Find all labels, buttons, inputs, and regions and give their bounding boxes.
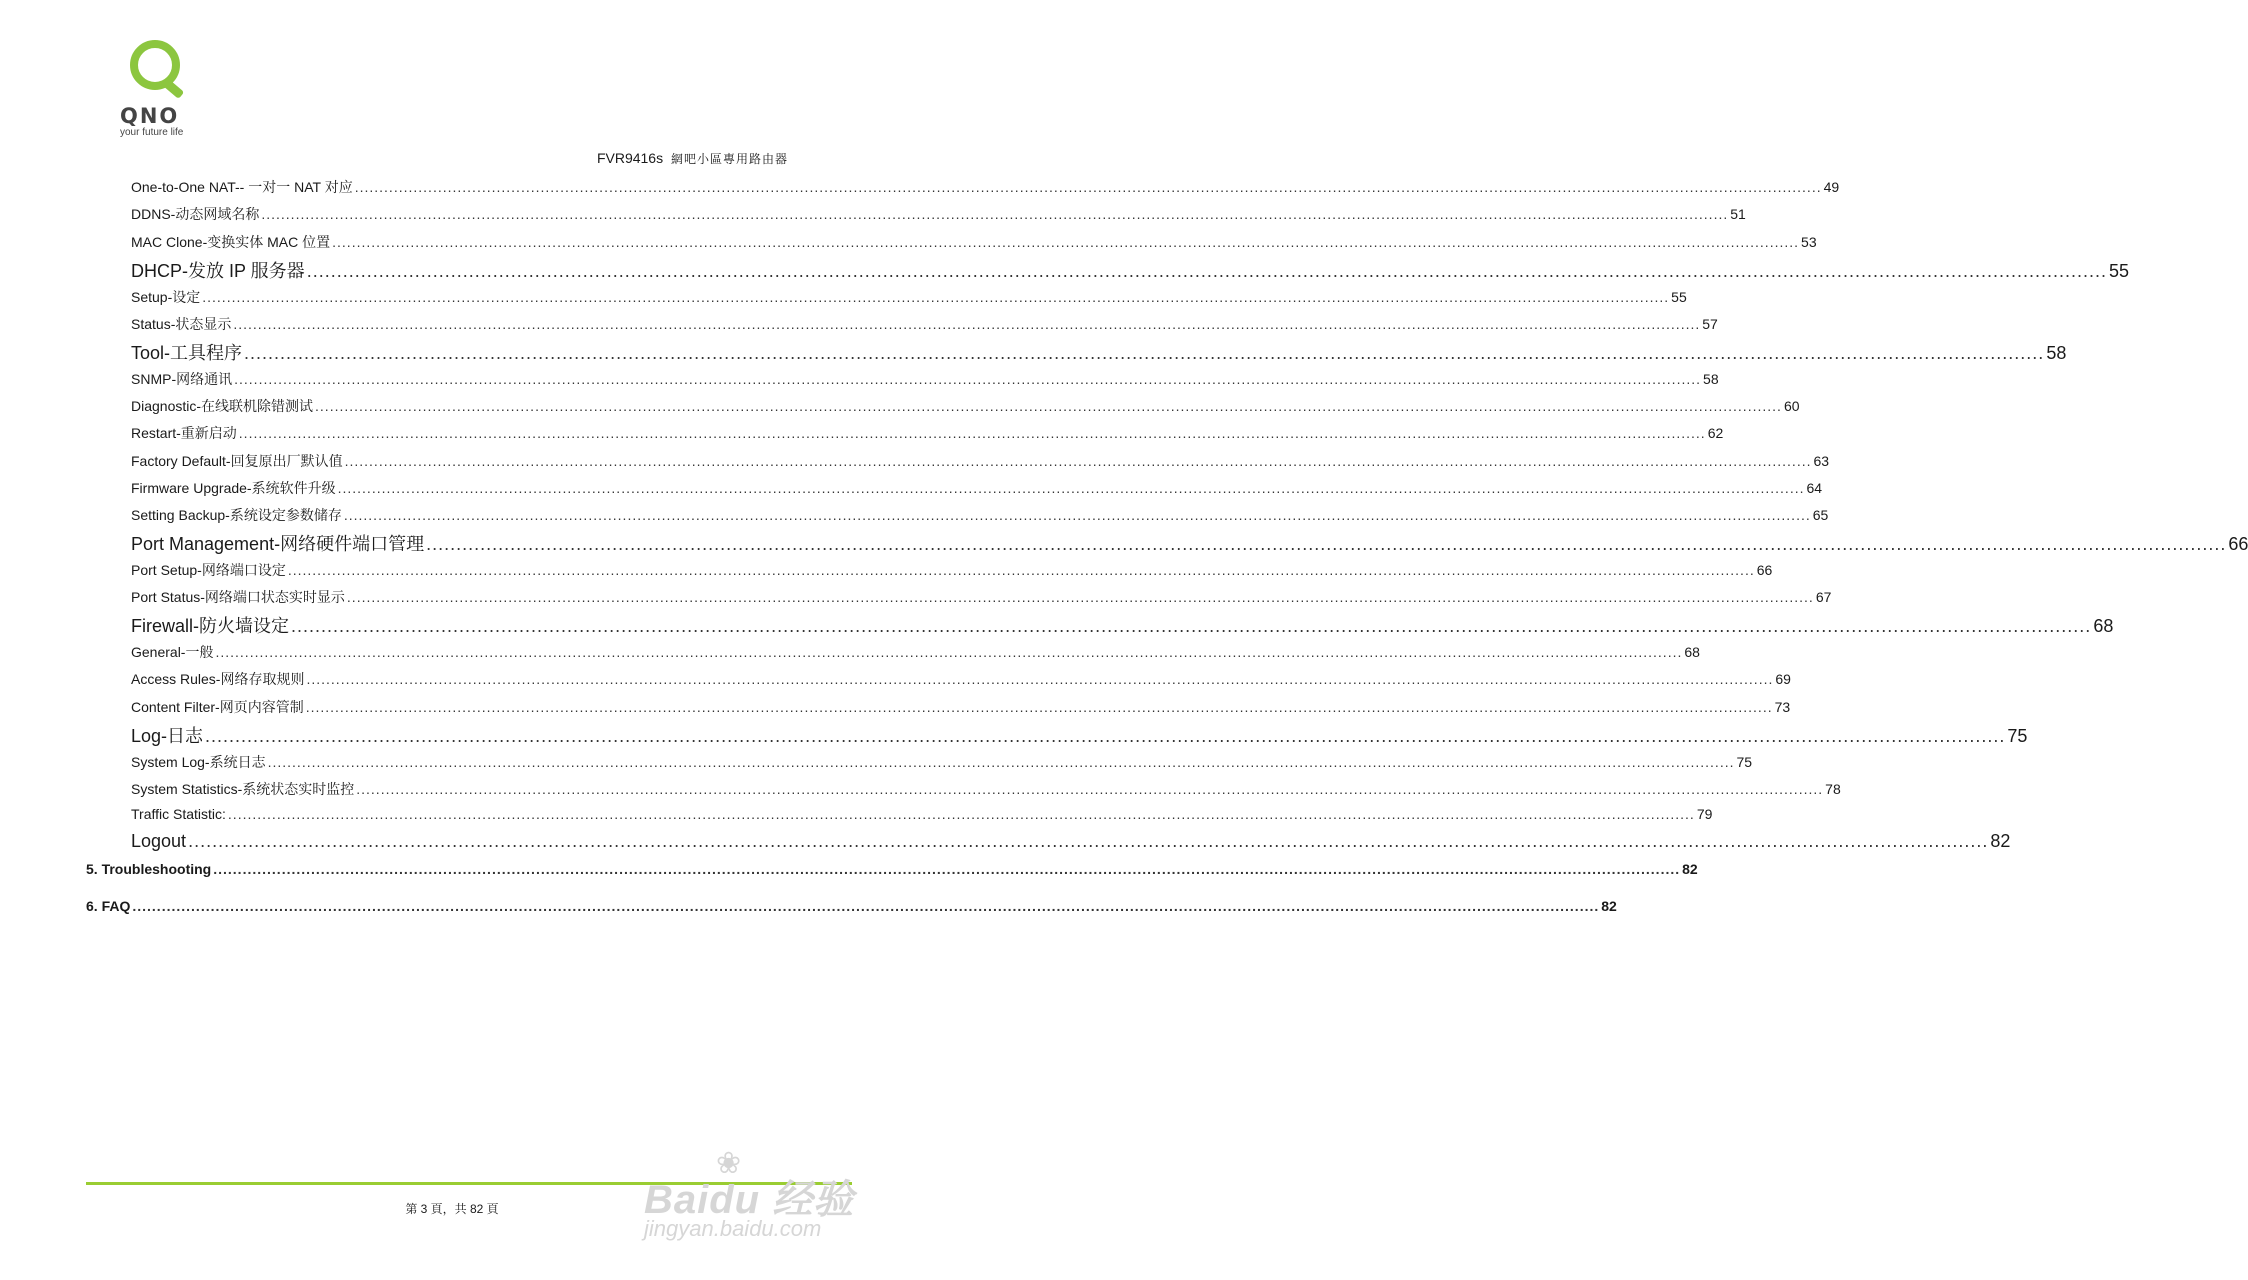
toc-entry-page: 82	[1601, 898, 1617, 914]
toc-entry-page: 69	[1775, 671, 1791, 687]
toc-entry-page: 55	[1671, 289, 1687, 305]
toc-entry[interactable]: Traffic Statistic: ............................................................................................................................................................................................................................................................................................................ 79	[131, 806, 1713, 822]
paw-icon: ❀	[716, 1147, 742, 1180]
toc-entry-page: 66	[1756, 562, 1773, 578]
toc-entry-title: Firewall-防火墙设定	[131, 616, 290, 636]
watermark-url: jingyan.baidu.com	[644, 1216, 822, 1241]
toc-entry[interactable]: Diagnostic-在线联机除错测试 ............................................................................................................................................................................................................................................................................................................ 60	[131, 398, 1800, 414]
toc-entry-page: 49	[1823, 179, 1840, 195]
toc-entry[interactable]: 5. Troubleshooting ............................................................................................................................................................................................................................................................................................................ 82	[86, 861, 1698, 877]
toc-entry[interactable]: Firewall-防火墙设定 ............................................................................................................................................................................................................................................................................................................ 68	[131, 612, 818, 636]
toc-entry-page: 60	[1783, 398, 1800, 414]
toc-entry-title: One-to-One NAT-- 一对一 NAT 对应	[131, 179, 353, 195]
toc-entry[interactable]: One-to-One NAT-- 一对一 NAT 对应 ............................................................................................................................................................................................................................................................................................................ 49	[131, 179, 1840, 195]
toc-entry-page: 79	[1696, 806, 1713, 822]
page-number: 第 3 頁，共 82 頁	[405, 1202, 499, 1216]
toc-entry-page: 82	[1990, 831, 2011, 851]
toc-entry-title: Logout	[131, 831, 187, 851]
toc-entry-title: 5. Troubleshooting	[86, 861, 212, 877]
toc-entry[interactable]: General-一般 ............................................................................................................................................................................................................................................................................................................ 68	[131, 644, 1700, 660]
toc-entry-title: Tool-工具程序	[131, 343, 243, 363]
toc-entry-title: General-一般	[131, 644, 214, 660]
toc-entry[interactable]: Setting Backup-系统设定参数储存 ............................................................................................................................................................................................................................................................................................................ 65	[131, 507, 1829, 523]
logo-tagline: your future life	[120, 127, 184, 138]
toc-entry[interactable]: 6. FAQ ............................................................................................................................................................................................................................................................................................................ 82	[86, 898, 1617, 914]
header-subtitle: 網吧小區專用路由器	[670, 152, 788, 166]
toc-entry[interactable]: System Statistics-系统状态实时监控 ............................................................................................................................................................................................................................................................................................................ 78	[131, 781, 1841, 797]
toc-entry-title: DHCP-发放 IP 服务器	[131, 261, 305, 281]
toc-entry-title: Setup-设定	[131, 289, 201, 305]
toc-entry[interactable]: MAC Clone-变换实体 MAC 位置 ............................................................................................................................................................................................................................................................................................................ 53	[131, 234, 1817, 250]
toc-entry[interactable]: Access Rules-网络存取规则 ............................................................................................................................................................................................................................................................................................................ 69	[131, 671, 1791, 687]
toc-entry-page: 58	[2046, 343, 2067, 363]
toc-entry-title: Port Status-网络端口状态实时显示	[131, 589, 345, 605]
toc-entry[interactable]: Port Management-网络硬件端口管理 ............................................................................................................................................................................................................................................................................................................ 66	[131, 530, 818, 554]
toc-entry-page: 82	[1682, 861, 1698, 877]
toc-entry-page: 64	[1806, 480, 1823, 496]
toc-entry[interactable]: Content Filter-网页内容管制 ............................................................................................................................................................................................................................................................................................................ 73	[131, 699, 1791, 715]
toc-entry-title: Access Rules-网络存取规则	[131, 671, 305, 687]
toc-entry[interactable]: Log-日志 ............................................................................................................................................................................................................................................................................................................ 75	[131, 722, 818, 746]
document-header	[597, 150, 788, 167]
toc-entry[interactable]: Setup-设定 ............................................................................................................................................................................................................................................................................................................ 55	[131, 289, 1687, 305]
toc-entry-page: 78	[1825, 781, 1841, 797]
qno-logo	[118, 40, 202, 138]
toc-entry-title: Content Filter-网页内容管制	[131, 699, 304, 715]
toc-entry-page: 73	[1774, 699, 1791, 715]
toc-entry-page: 62	[1707, 425, 1724, 441]
toc-entry-title: Traffic Statistic:	[131, 806, 226, 822]
toc-entry-page: 53	[1801, 234, 1817, 250]
toc-entry[interactable]: Port Status-网络端口状态实时显示 ............................................................................................................................................................................................................................................................................................................ 67	[131, 589, 1832, 605]
toc-entry-page: 58	[1703, 371, 1719, 387]
toc-entry[interactable]: Logout ............................................................................................................................................................................................................................................................................................................ 82	[131, 831, 2011, 851]
toc-entry-title: Port Management-网络硬件端口管理	[131, 534, 425, 554]
toc-entry-page: 66	[2228, 534, 2248, 554]
toc-entry-page: 63	[1813, 453, 1830, 469]
toc-entry-page: 75	[2007, 726, 2028, 746]
toc-entry-title: Restart-重新启动	[131, 425, 237, 441]
toc-entry-title: Setting Backup-系统设定参数储存	[131, 507, 342, 523]
toc-entry-page: 51	[1730, 206, 1746, 222]
header-model: FVR9416s	[596, 150, 664, 166]
toc-entry[interactable]: Factory Default-回复原出厂默认值 ............................................................................................................................................................................................................................................................................................................ 63	[131, 453, 1830, 469]
toc-entry[interactable]: Port Setup-网络端口设定 ............................................................................................................................................................................................................................................................................................................ 66	[131, 562, 1773, 578]
toc-entry-title: System Statistics-系统状态实时监控	[131, 781, 355, 797]
toc-entry[interactable]: Firmware Upgrade-系统软件升级 ............................................................................................................................................................................................................................................................................................................ 64	[131, 480, 1823, 496]
toc-entry-title: Status-状态显示	[131, 316, 232, 332]
toc-entry-title: Log-日志	[131, 726, 204, 746]
toc-entry-title: Port Setup-网络端口设定	[131, 562, 286, 578]
toc-entry-page: 75	[1736, 754, 1753, 770]
toc-entry-title: SNMP-网络通讯	[131, 371, 233, 387]
toc-entry[interactable]: System Log-系统日志 ............................................................................................................................................................................................................................................................................................................ 75	[131, 754, 1753, 770]
toc-entry[interactable]: SNMP-网络通讯 ............................................................................................................................................................................................................................................................................................................ 58	[131, 371, 1719, 387]
toc-entry[interactable]: Restart-重新启动 ............................................................................................................................................................................................................................................................................................................ 62	[131, 425, 1724, 441]
toc-entry-title: 6. FAQ	[86, 898, 131, 914]
logo-wordmark: QNO	[120, 104, 180, 128]
toc-entry-title: System Log-系统日志	[131, 754, 266, 770]
toc-entry-title: DDNS-动态网域名称	[131, 206, 260, 222]
toc-entry-page: 68	[1684, 644, 1700, 660]
toc-entry[interactable]: DDNS-动态网域名称 ............................................................................................................................................................................................................................................................................................................ 51	[131, 206, 1746, 222]
toc-entry-page: 65	[1812, 507, 1829, 523]
toc-entry-page: 57	[1702, 316, 1718, 332]
toc-entry[interactable]: Status-状态显示 ............................................................................................................................................................................................................................................................................................................ 57	[131, 316, 1718, 332]
baidu-watermark	[634, 1146, 864, 1256]
toc-entry-page: 55	[2108, 261, 2130, 281]
toc-entry-title: Factory Default-回复原出厂默认值	[131, 453, 343, 469]
toc-entry-title: Diagnostic-在线联机除错测试	[131, 398, 314, 414]
watermark-brand: Baidu 经验	[644, 1178, 855, 1222]
toc-entry[interactable]: DHCP-发放 IP 服务器 ............................................................................................................................................................................................................................................................................................................ 55	[131, 257, 818, 281]
toc-entry-title: Firmware Upgrade-系统软件升级	[131, 480, 336, 496]
toc-entry[interactable]: Tool-工具程序 ............................................................................................................................................................................................................................................................................................................ 58	[131, 339, 818, 363]
toc-entry-title: MAC Clone-变换实体 MAC 位置	[131, 234, 331, 250]
toc-entry-page: 68	[2093, 616, 2114, 636]
toc-entry-page: 67	[1815, 589, 1832, 605]
